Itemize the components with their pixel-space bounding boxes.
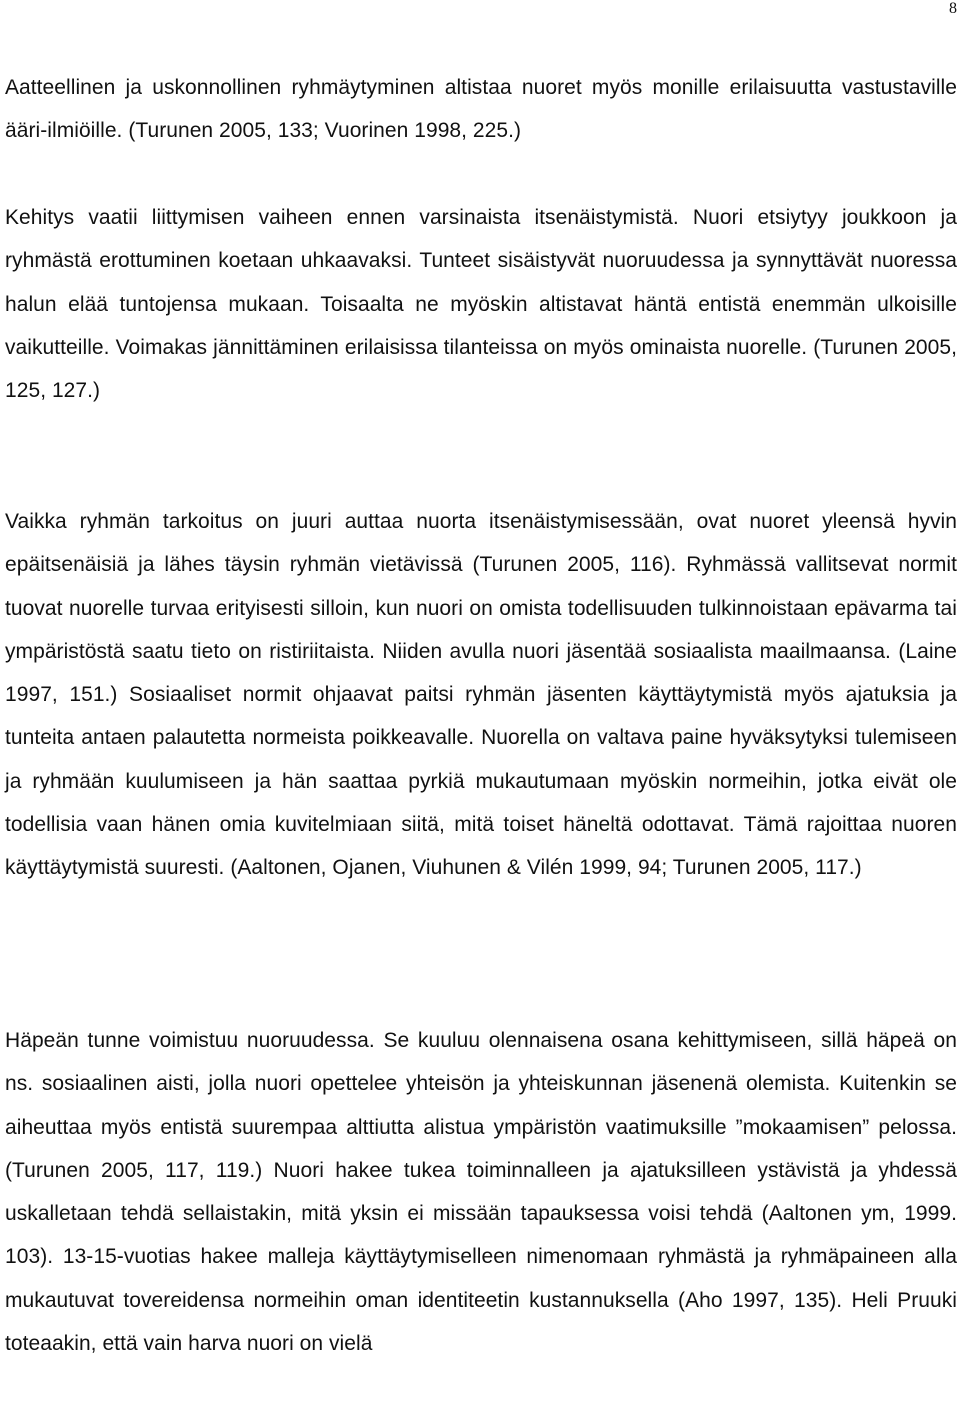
paragraph-3: Vaikka ryhmän tarkoitus on juuri auttaa nuorta itsenäistymisessään, ovat nuoret yleensä hyvin epäitsenäisiä ja lähes täysin ryhmän vietävissä (Turunen 2005, 116). Ryhmässä vallitsevat normit tuovat nuorelle turvaa erityisesti silloin, kun nuori on omista todellisuuden tulkinnoistaan epävarma tai ympäristöstä saatu tieto on ristiriitaista. Niiden avulla nuori jäsentää sosiaalista maailmaansa. (Laine 1997, 151.) Sosiaaliset normit ohjaavat paitsi ryhmän jäsenten käyttäytymistä myös ajatuksia ja tunteita antaen palautetta normeista poikkeavalle. Nuorella on valtava paine hyväksytyksi tulemiseen ja ryhmään kuulumiseen ja hän saattaa pyrkiä mukautumaan myöskin normeihin, jotka eivät ole todellisia vaan hänen omia kuvitelmiaan siitä, mitä toiset häneltä odottavat. Tämä rajoittaa nuoren käyttäytymistä suuresti. (Aaltonen, Ojanen, Viuhunen & Vilén 1999, 94; Turunen 2005, 117.): [5, 510, 957, 880]
paragraph-2: Kehitys vaatii liittymisen vaiheen ennen varsinaista itsenäistymistä. Nuori etsiytyy joukkoon ja ryhmästä erottuminen koetaan uhkaavaksi. Tunteet sisäistyvät nuoruudessa ja synnyttävät nuoressa halun elää tuntojensa mukaan. Toisaalta ne myöskin altistavat häntä entistä enemmän ulkoisille vaikutteille. Voimakas jännittäminen erilaisissa tilanteissa on myös ominaista nuorelle. (Turunen 2005, 125, 127.): [5, 206, 957, 403]
paragraph-1: Aatteellinen ja uskonnollinen ryhmäytyminen altistaa nuoret myös monille erilaisuutta vastustaville ääri-ilmiöille. (Turunen 2005, 133; Vuorinen 1998, 225.): [5, 76, 957, 143]
paragraph-4: Häpeän tunne voimistuu nuoruudessa. Se kuuluu olennaisena osana kehittymiseen, sillä häpeä on ns. sosiaalinen aisti, jolla nuori opettelee yhteisön ja yhteiskunnan jäsenenä olemista. Kuitenkin se aiheuttaa myös entistä suurempaa alttiutta alistua ympäristön vaatimuksille ”mokaamisen” pelossa. (Turunen 2005, 117, 119.) Nuori hakee tukea toiminnalleen ja ajatuksilleen ystävistä ja yhdessä uskalletaan tehdä sellaistakin, mitä yksin ei missään tapauksessa voisi tehdä (Aaltonen ym, 1999. 103). 13-15-vuotias hakee malleja käyttäytymiselleen nimenomaan ryhmästä ja ryhmäpaineen alla mukautuvat tovereidensa normeihin oman identiteetin kustannuksella (Aho 1997, 135). Heli Pruuki toteaakin, että vain harva nuori on vielä: [5, 1029, 957, 1356]
page-number: 8: [949, 0, 957, 17]
